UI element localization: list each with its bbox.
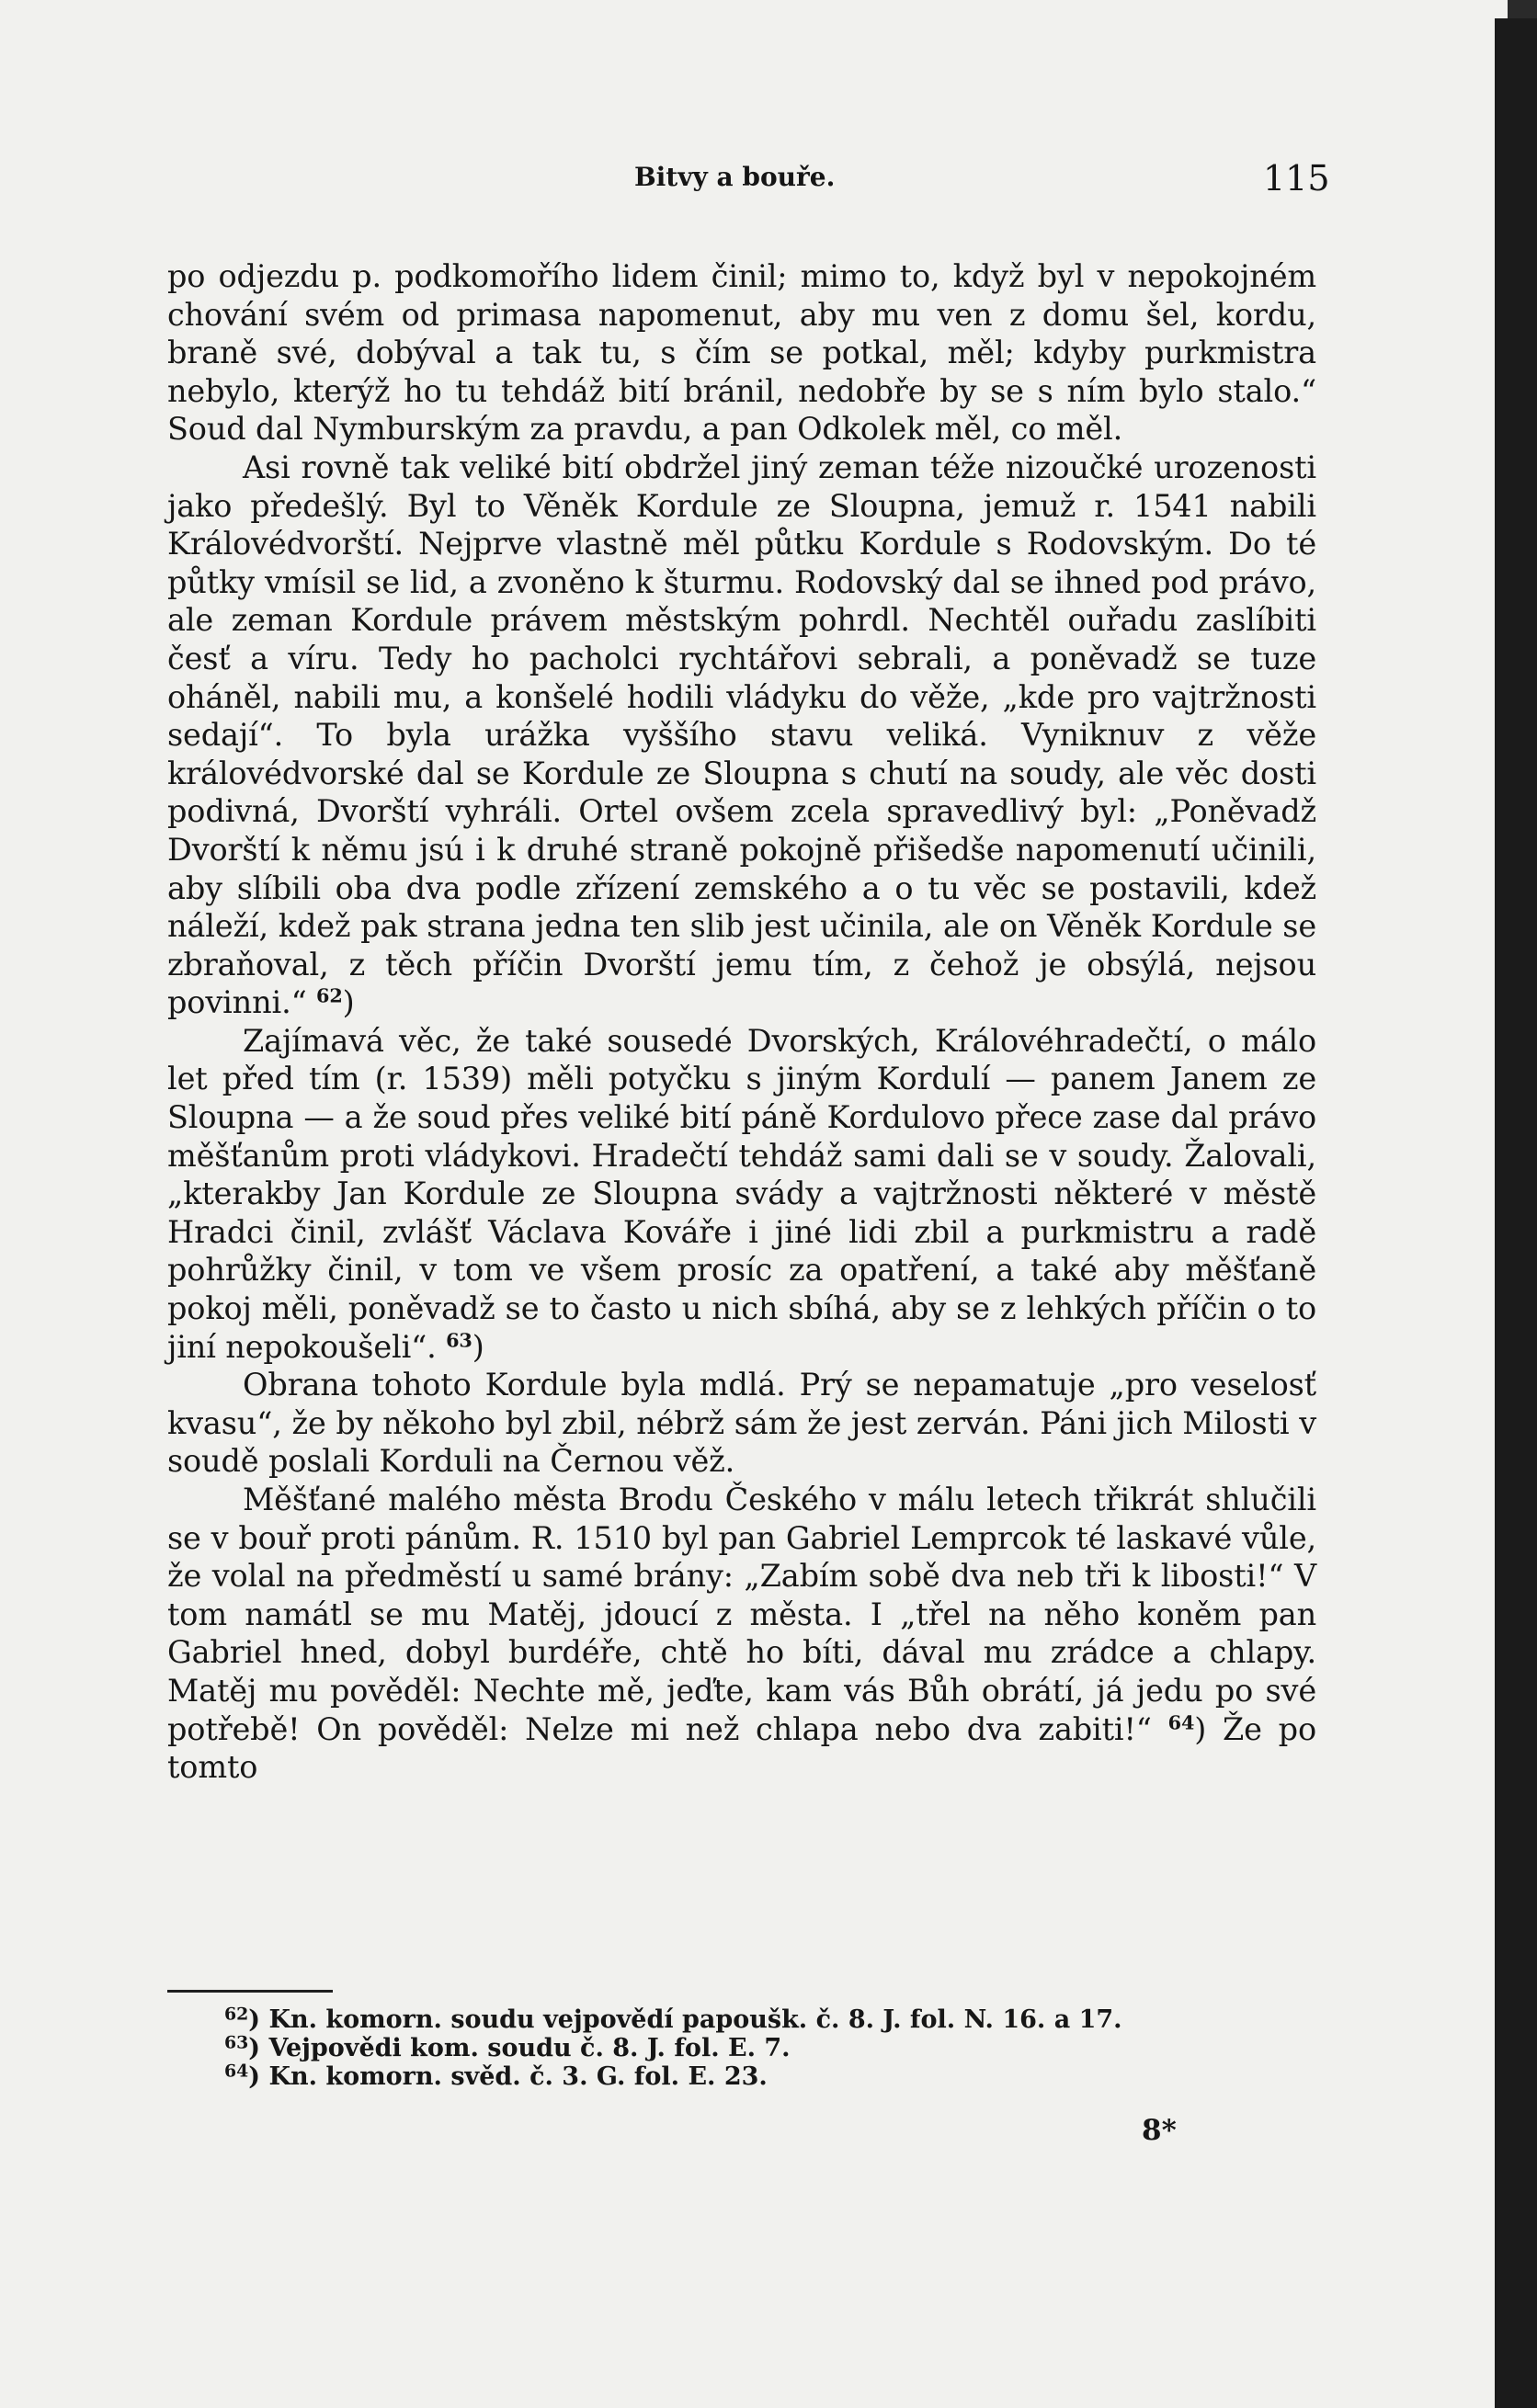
page-number: 115 bbox=[1263, 158, 1330, 199]
footnote-divider bbox=[167, 1990, 333, 1993]
footnote-ref: 63 bbox=[446, 1328, 472, 1352]
footnote bbox=[224, 2005, 1281, 2034]
running-head: Bitvy a bouře. bbox=[634, 162, 836, 192]
footnote-text: ) Kn. komorn. soudu vejpovědí papoušk. č. 8. J. fol. N. 16. a 17. bbox=[248, 2005, 1122, 2034]
paragraph bbox=[167, 1022, 1316, 1366]
body-text bbox=[167, 257, 1316, 1787]
footnote-text: ) Kn. komorn. svěd. č. 3. G. fol. E. 23. bbox=[248, 2062, 768, 2091]
text-run: po odjezdu p. podkomořího lidem činil; mimo to, když byl v nepokojném chování svém od primasa napomenut, aby mu ven z domu šel, kordu, braně své, dobýval a tak tu, s čím se potkal, měl; kdyby purkmistra nebylo, kterýž ho tu tehdáž bití bránil, nedobře by se s ním bylo stalo.“ Soud dal Nymburským za pravdu, a pan Odkolek měl, co měl. bbox=[167, 258, 1316, 448]
sheet-signature: 8* bbox=[1142, 2114, 1177, 2147]
text-run: Měšťané malého města Brodu Českého v málu letech třikrát shlučili se v bouř proti pánům. R. 1510 byl pan Gabriel Lemprcok té laskavé vůle, že volal na předměstí u samé brány: „Zabím sobě dva neb tři k libosti!“ V tom namátl se mu Matěj, jdoucí z města. I „třel na něho koněm pan Gabriel hned, dobyl burdéře, chtě ho bíti, dával mu zrádce a chlapy. Matěj mu pověděl: Nechte mě, jeďte, kam vás Bůh obrátí, já jedu po své potřebě! On pověděl: Nelze mi než chlapa nebo dva zabiti!“ bbox=[167, 1482, 1316, 1747]
paragraph bbox=[167, 1366, 1316, 1481]
footnote-ref: 62 bbox=[316, 983, 343, 1007]
footnote-text: ) Vejpovědi kom. soudu č. 8. J. fol. E. 7. bbox=[248, 2034, 791, 2062]
text-run: Asi rovně tak veliké bití obdržel jiný zeman téže nizoučké urozenosti jako předešlý. Byl to Věněk Kordule ze Sloupna, jemuž r. 1541 nabili Královédvorští. Nejprve vlastně měl půtku Kordule s Rodovským. Do té půtky vmísil se lid, a zvoněno k šturmu. Rodovský dal se ihned pod právo, ale zeman Kordule právem městským pohrdl. Nechtěl ouřadu zaslíbiti česť a víru. Tedy ho pacholci rychtářovi sebrali, a poněvadž se tuze oháněl, nabili mu, a konšelé hodili vládyku do věže, „kde pro vajtržnosti sedají“. To byla urážka vyššího stavu veliká. Vyniknuv z věže královédvorské dal se Kordule ze Sloupna s chutí na soudy, ale věc dosti podivná, Dvorští vyhráli. Ortel ovšem zcela spravedlivý byl: „Poněvadž Dvorští k němu jsú i k druhé straně pokojně přišedše napomenutí učinili, aby slíbili oba dva podle zřízení zemského a o tu věc se postavili, kdež náleží, kdež pak strana jedna ten slib jest učinila, ale on Věněk Kordule se zbraňoval, z těch příčin Dvorští jemu tím, z čehož je obsýlá, nejsou povinni.“ bbox=[167, 449, 1316, 1021]
footnote-mark: 62 bbox=[224, 2004, 249, 2025]
paragraph bbox=[167, 257, 1316, 449]
text-run: Obrana tohoto Kordule byla mdlá. Prý se nepamatuje „pro veselosť kvasu“, že by někoho byl zbil, nébrž sám že jest zerván. Páni jich Milosti v soudě poslali Korduli na Černou věž. bbox=[167, 1367, 1316, 1480]
page-header bbox=[0, 158, 1508, 208]
scan-edge bbox=[1495, 18, 1537, 2408]
text-run: ) Že po tomto bbox=[167, 1710, 1316, 1786]
footnote-mark: 63 bbox=[224, 2032, 249, 2053]
footnote-ref: 64 bbox=[1167, 1710, 1195, 1734]
text-run: ) bbox=[472, 1328, 484, 1365]
footnotes bbox=[224, 2005, 1281, 2091]
footnote bbox=[224, 2062, 1281, 2091]
text-run: ) bbox=[342, 984, 355, 1021]
footnote bbox=[224, 2034, 1281, 2062]
paragraph bbox=[167, 1481, 1316, 1787]
text-run: Zajímavá věc, že také sousedé Dvorských, Královéhradečtí, o málo let před tím (r. 1539) měli potyčku s jiným Kordulí — panem Janem ze Sloupna — a že soud přes veliké bití páně Kordulovo přece zase dal právo měšťanům proti vládykovi. Hradečtí tehdáž sami dali se v soudy. Žalovali, „kterakby Jan Kordule ze Sloupna svády a vajtržnosti některé v městě Hradci činil, zvlášť Václava Kováře i jiné lidi zbil a purkmistru a radě pohrůžky činil, v tom ve všem prosíc za opatření, a také aby měšťaně pokoj měli, poněvadž se to často u nich sbíhá, aby se z lehkých příčin o to jiní nepokoušeli“. bbox=[167, 1022, 1316, 1365]
footnote-mark: 64 bbox=[224, 2061, 249, 2082]
paragraph bbox=[167, 449, 1316, 1022]
